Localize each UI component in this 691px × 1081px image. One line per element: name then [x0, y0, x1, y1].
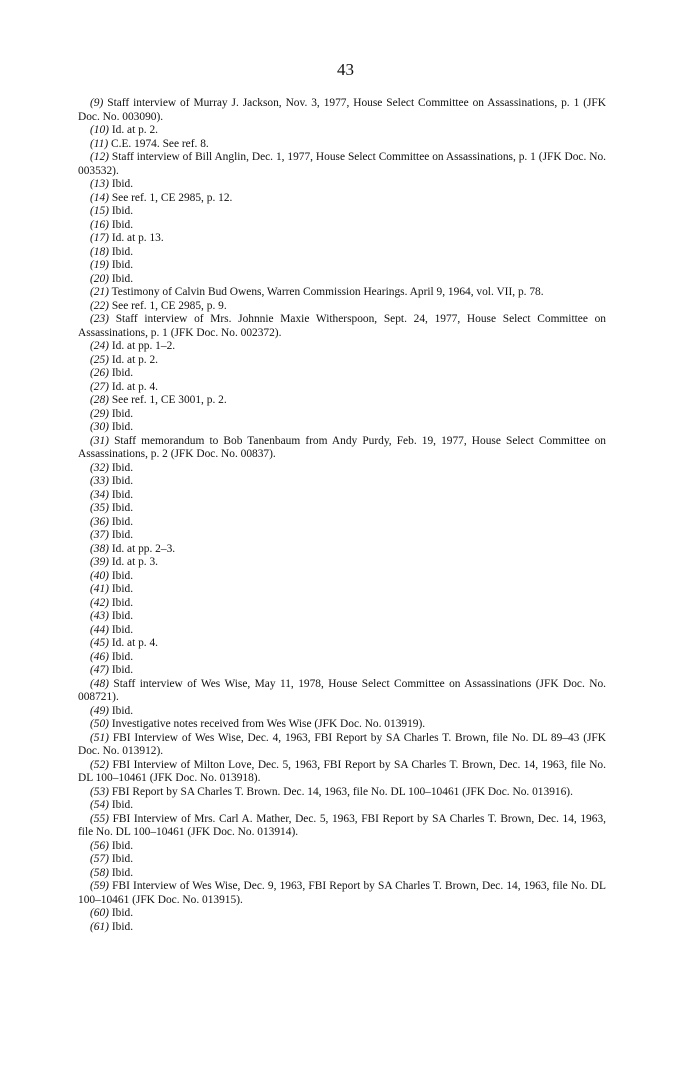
footnote-text: Id. at p. 2. — [111, 124, 159, 136]
footnote — [78, 313, 606, 340]
footnote-number: (33) — [90, 475, 109, 487]
footnote-number: (26) — [90, 367, 109, 379]
footnote-text: Ibid. — [111, 866, 134, 879]
footnote-number: (13) — [90, 178, 109, 190]
footnote — [78, 759, 606, 786]
footnote — [78, 205, 606, 219]
footnote-text: Investigative notes received from Wes Wise (JFK Doc. No. 013919). — [111, 718, 426, 730]
footnote-number: (18) — [90, 245, 109, 258]
footnote-number: (41) — [90, 583, 109, 595]
footnote-number: (40) — [90, 569, 109, 582]
footnote-text: Ibid. — [111, 799, 134, 811]
footnote-text: Ibid. — [111, 839, 134, 852]
footnote — [78, 192, 606, 206]
footnote-text: Ibid. — [111, 704, 134, 717]
footnote — [78, 583, 606, 597]
footnote — [78, 286, 606, 300]
footnote-number: (27) — [90, 380, 109, 393]
footnote-number: (30) — [90, 421, 109, 433]
footnote — [78, 138, 606, 152]
footnote-text: Testimony of Calvin Bud Owens, Warren Commission Hearings. April 9, 1964, vol. VII, p. 78. — [111, 286, 544, 298]
footnote-text: Ibid. — [111, 502, 134, 514]
footnote — [78, 840, 606, 854]
footnote-text: Ibid. — [111, 853, 134, 865]
footnote — [78, 408, 606, 422]
footnote-number: (21) — [90, 286, 109, 298]
footnote-number: (52) — [90, 758, 109, 771]
footnote-text: Id. at p. 4. — [111, 380, 159, 393]
footnote-text: See ref. 1, CE 3001, p. 2. — [111, 394, 227, 406]
footnote-number: (12) — [90, 151, 109, 163]
footnote — [78, 259, 606, 273]
footnote-text: Ibid. — [111, 245, 134, 258]
footnote — [78, 678, 606, 705]
footnote-text: Ibid. — [111, 529, 134, 541]
footnote — [78, 556, 606, 570]
footnote — [78, 300, 606, 314]
footnote — [78, 853, 606, 867]
footnote-text: FBI Interview of Milton Love, Dec. 5, 1963, FBI Report by SA Charles T. Brown, Dec. 14, 1963, file No. DL 100–10461 (JFK Doc. No. 013918). — [78, 758, 606, 784]
footnote-text: Ibid. — [111, 461, 134, 474]
footnote-text: C.E. 1974. See ref. 8. — [111, 137, 209, 150]
footnote-number: (56) — [90, 839, 109, 852]
footnote-number: (19) — [90, 259, 109, 271]
footnote-text: Ibid. — [111, 421, 134, 433]
footnote-text: Staff interview of Murray J. Jackson, Nov. 3, 1977, House Select Committee on Assassinations, p. 1 (JFK Doc. No. 003090). — [78, 97, 606, 123]
footnote-text: Ibid. — [111, 407, 134, 420]
footnote — [78, 705, 606, 719]
footnote-number: (31) — [90, 434, 109, 447]
footnote-number: (36) — [90, 515, 109, 528]
footnote-text: Ibid. — [111, 367, 134, 379]
footnote-number: (44) — [90, 623, 109, 636]
footnote-text: See ref. 1, CE 2985, p. 9. — [111, 299, 227, 312]
footnote-text: Staff interview of Bill Anglin, Dec. 1, 1977, House Select Committee on Assassinations, p. 1 (JFK Doc. No. 003532). — [78, 151, 606, 177]
footnote-text: Ibid. — [111, 907, 134, 919]
footnote — [78, 354, 606, 368]
footnote-number: (58) — [90, 866, 109, 879]
footnote — [78, 502, 606, 516]
footnote — [78, 232, 606, 246]
footnote-number: (60) — [90, 907, 109, 919]
footnote — [78, 489, 606, 503]
footnote-text: Id. at p. 3. — [111, 556, 159, 568]
footnote — [78, 880, 606, 907]
footnote-text: Ibid. — [111, 920, 134, 933]
footnote — [78, 394, 606, 408]
footnote-number: (11) — [90, 137, 109, 150]
footnote-text: Ibid. — [111, 205, 134, 217]
footnote-text: FBI Interview of Wes Wise, Dec. 4, 1963, FBI Report by SA Charles T. Brown, file No. DL 89–43 (JFK Doc. No. 013912). — [78, 731, 606, 757]
footnote-list — [78, 97, 606, 934]
footnote-number: (17) — [90, 232, 109, 244]
footnote-text: Staff memorandum to Bob Tanenbaum from Andy Purdy, Feb. 19, 1977, House Select Committee on Assassinations, p. 2 (JFK Doc. No. 00837). — [78, 434, 606, 460]
footnote — [78, 124, 606, 138]
footnote-text: Ibid. — [111, 623, 134, 636]
footnote-number: (15) — [90, 205, 109, 217]
footnote-number: (34) — [90, 488, 109, 501]
footnote-number: (32) — [90, 461, 109, 474]
footnote — [78, 381, 606, 395]
footnote — [78, 273, 606, 287]
footnote-number: (22) — [90, 299, 109, 312]
footnote-number: (42) — [90, 596, 109, 609]
footnote — [78, 813, 606, 840]
footnote-text: Id. at p. 4. — [111, 637, 159, 649]
footnote-text: Staff interview of Mrs. Johnnie Maxie Witherspoon, Sept. 24, 1977, House Select Committee on Assassinations, p. 1 (JFK Doc. No. 002372). — [78, 313, 606, 339]
footnote — [78, 799, 606, 813]
footnote-number: (48) — [90, 677, 109, 690]
footnote — [78, 570, 606, 584]
footnote-number: (16) — [90, 218, 109, 231]
footnote — [78, 786, 606, 800]
footnote-number: (35) — [90, 502, 109, 514]
footnote-text: See ref. 1, CE 2985, p. 12. — [111, 191, 233, 204]
footnote-number: (51) — [90, 731, 109, 744]
footnote — [78, 367, 606, 381]
footnote-text: Id. at p. 2. — [111, 353, 159, 366]
footnote-number: (59) — [90, 880, 109, 892]
footnote-number: (46) — [90, 650, 109, 663]
footnote-text: Ibid. — [111, 475, 134, 487]
page-number: 43 — [337, 60, 354, 79]
footnote — [78, 219, 606, 233]
footnote-number: (45) — [90, 637, 109, 649]
footnote — [78, 543, 606, 557]
footnote — [78, 529, 606, 543]
footnote — [78, 624, 606, 638]
footnote-number: (23) — [90, 313, 109, 325]
footnote-number: (53) — [90, 785, 109, 798]
footnote-number: (49) — [90, 704, 109, 717]
footnote — [78, 340, 606, 354]
footnote-number: (20) — [90, 272, 109, 285]
footnote-number: (10) — [90, 124, 109, 136]
footnote — [78, 637, 606, 651]
footnote-text: Ibid. — [111, 569, 134, 582]
footnote-text: Ibid. — [111, 488, 134, 501]
footnote — [78, 718, 606, 732]
footnote — [78, 97, 606, 124]
footnote — [78, 246, 606, 260]
footnote-number: (9) — [90, 97, 104, 109]
footnote-text: Ibid. — [111, 583, 134, 595]
footnote-number: (50) — [90, 718, 109, 730]
footnote-text: FBI Interview of Wes Wise, Dec. 9, 1963, FBI Report by SA Charles T. Brown, Dec. 14, 1963, file No. DL 100–10461 (JFK Doc. No. 013915). — [78, 880, 606, 906]
footnote-number: (25) — [90, 353, 109, 366]
footnote-text: Ibid. — [111, 272, 134, 285]
footnote — [78, 867, 606, 881]
footnote-number: (43) — [90, 610, 109, 622]
footnote-number: (28) — [90, 394, 109, 406]
footnote — [78, 664, 606, 678]
footnote — [78, 151, 606, 178]
footnote-number: (47) — [90, 664, 109, 676]
footnote-text: Ibid. — [111, 515, 134, 528]
footnote-text: FBI Interview of Mrs. Carl A. Mather, Dec. 5, 1963, FBI Report by SA Charles T. Brown, Dec. 14, 1963, file No. DL 100–10461 (JFK Doc. No. 013914). — [78, 812, 606, 838]
footnote-number: (29) — [90, 407, 109, 420]
footnote-text: Ibid. — [111, 259, 134, 271]
footnote-text: Ibid. — [111, 178, 134, 190]
footnote-number: (37) — [90, 529, 109, 541]
footnote — [78, 178, 606, 192]
footnote-number: (38) — [90, 542, 109, 555]
footnote-text: Ibid. — [111, 218, 134, 231]
footnote-text: Id. at pp. 2–3. — [111, 542, 176, 555]
footnote-number: (61) — [90, 920, 109, 933]
footnote — [78, 597, 606, 611]
footnote — [78, 907, 606, 921]
footnote — [78, 516, 606, 530]
footnote — [78, 610, 606, 624]
footnote-number: (39) — [90, 556, 109, 568]
footnote — [78, 475, 606, 489]
footnote-text: FBI Report by SA Charles T. Brown. Dec. 14, 1963, file No. DL 100–10461 (JFK Doc. No. 013916). — [111, 785, 573, 798]
footnote-number: (55) — [90, 812, 109, 825]
footnote — [78, 921, 606, 935]
footnote-text: Id. at p. 13. — [111, 232, 164, 244]
footnote-text: Ibid. — [111, 596, 134, 609]
footnote-number: (14) — [90, 191, 109, 204]
footnote-number: (24) — [90, 340, 109, 352]
footnote-number: (54) — [90, 799, 109, 811]
footnote — [78, 421, 606, 435]
footnote-text: Staff interview of Wes Wise, May 11, 1978, House Select Committee on Assassinations (JFK Doc. No. 008721). — [78, 677, 606, 703]
footnote — [78, 462, 606, 476]
footnote-text: Ibid. — [111, 664, 134, 676]
footnote-text: Ibid. — [111, 610, 134, 622]
footnote-text: Ibid. — [111, 650, 134, 663]
footnote-number: (57) — [90, 853, 109, 865]
footnote — [78, 435, 606, 462]
footnote — [78, 651, 606, 665]
footnote — [78, 732, 606, 759]
footnote-text: Id. at pp. 1–2. — [111, 340, 176, 352]
